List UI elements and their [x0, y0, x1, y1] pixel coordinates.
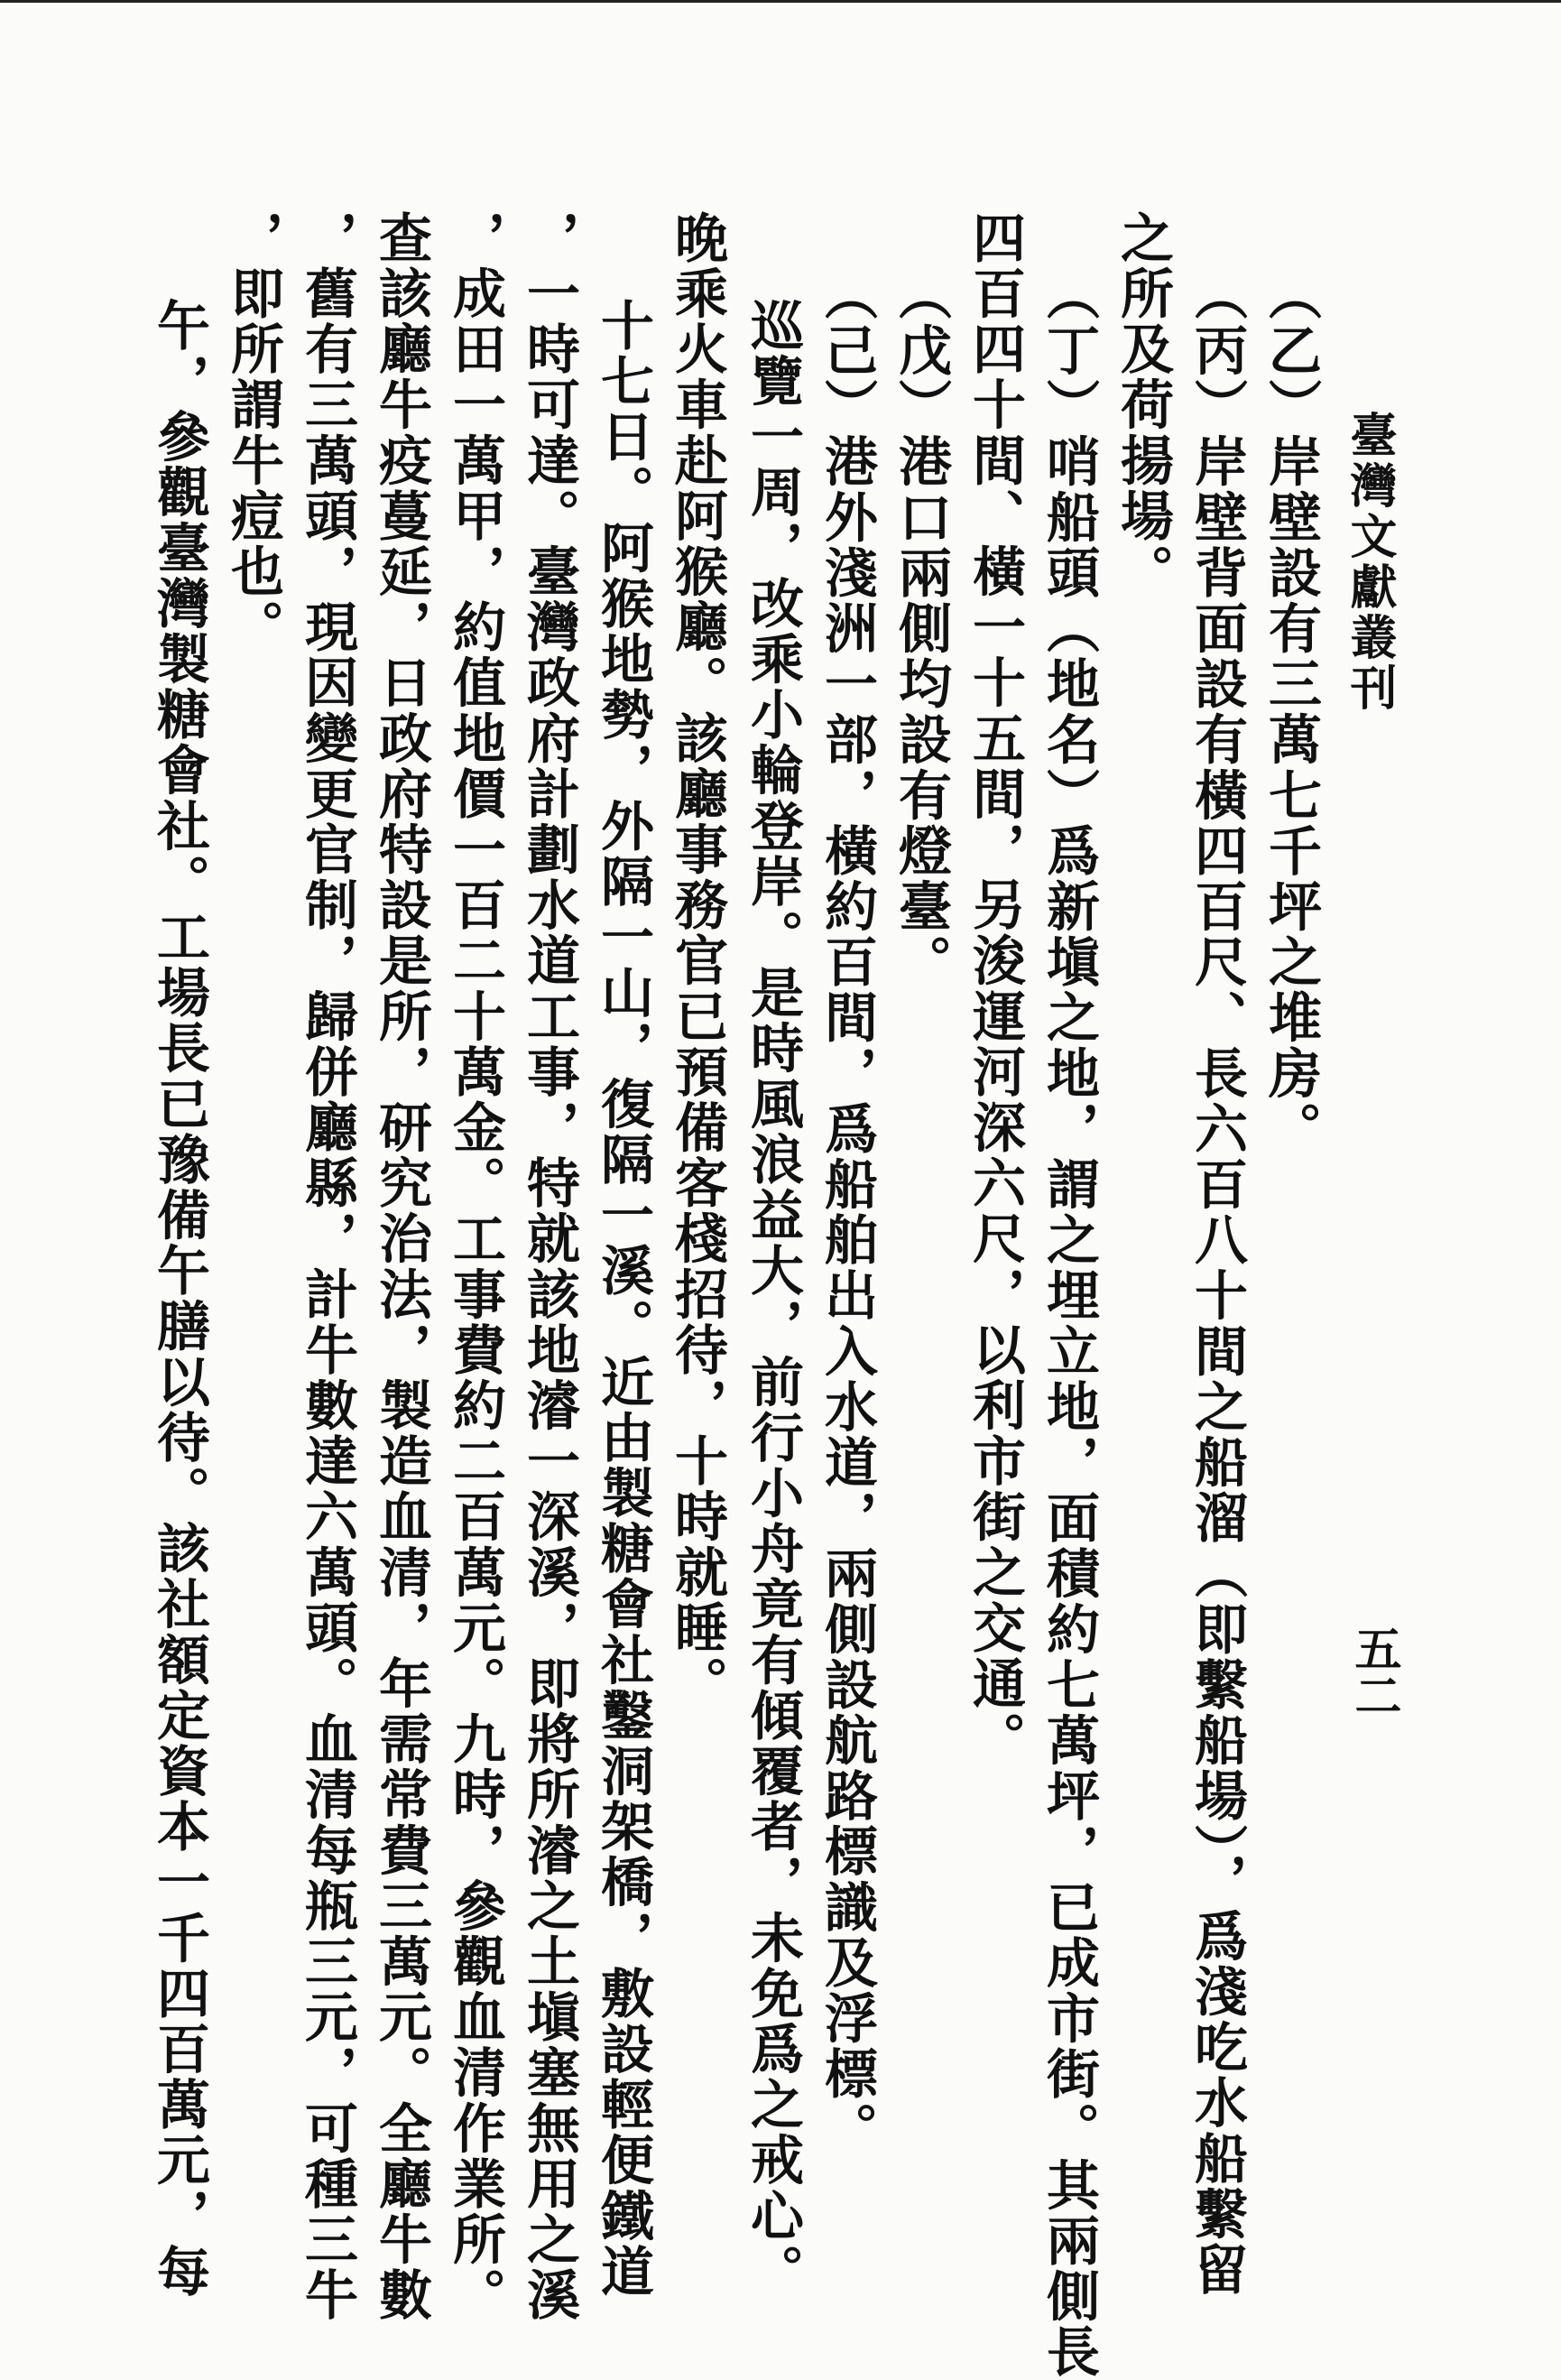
top-rule: [0, 0, 1561, 3]
text-column-15: ，即所謂牛痘也。: [222, 210, 284, 655]
text-column-12: ，成田一萬甲，約值地價一百二十萬金。工事費約二百萬元。九時，參觀血清作業所。: [444, 210, 506, 2323]
text-column-13: 查該廳牛疫蔓延，日政府特設是所，研究治法，製造血清，年需常費三萬元。全廳牛數: [370, 210, 432, 2323]
text-column-14: ，舊有三萬頭，現因變更官制，歸併廳縣，計牛數達六萬頭。血清每瓶三元，可種三牛: [296, 210, 358, 2323]
text-column-2: （丙）岸壁背面設有橫四百尺、長六百八十間之船溜（即繫船場），爲淺吃水船繫留: [1186, 267, 1248, 2298]
text-column-6: （戊）港口兩側均設有燈臺。: [890, 267, 952, 990]
text-column-8: 巡覽一周，改乘小輪登岸。是時風浪益大，前行小舟竟有傾覆者，未免爲之戒心。: [742, 298, 804, 2300]
text-column-7: （己）港外淺洲一部，橫約百間，爲船舶出入水道，兩側設航路標識及浮標。: [816, 267, 878, 2158]
page-header-title: 臺灣文獻叢刊: [1342, 411, 1397, 714]
text-column-10: 十七日。阿猴地勢，外隔一山，復隔一溪。近由製糖會社鑿洞架橋，敷設輕便鐵道: [592, 298, 654, 2300]
text-column-1: （乙）岸壁設有三萬七千坪之堆房。: [1260, 267, 1322, 1157]
text-column-5: 四百四十間、橫一十五間，另浚運河深六尺，以利市街之交通。: [964, 210, 1026, 1767]
text-column-9: 晚乘火車赴阿猴廳。該廳事務官已預備客棧招待，十時就睡。: [666, 210, 728, 1712]
text-column-16: 午，參觀臺灣製糖會社。工場長已豫備午膳以待。該社額定資本一千四百萬元，每: [148, 298, 210, 2300]
page-number: 五二: [1346, 1625, 1401, 1718]
text-column-3: 之所及荷揚場。: [1112, 210, 1174, 600]
text-column-4: （丁）哨船頭（地名）爲新塡之地，謂之埋立地，面積約七萬坪，已成市街。其兩側長: [1038, 267, 1100, 2380]
text-column-11: ，一時可達。臺灣政府計劃水道工事，特就該地濬一深溪，即將所濬之土塡塞無用之溪: [518, 210, 580, 2323]
